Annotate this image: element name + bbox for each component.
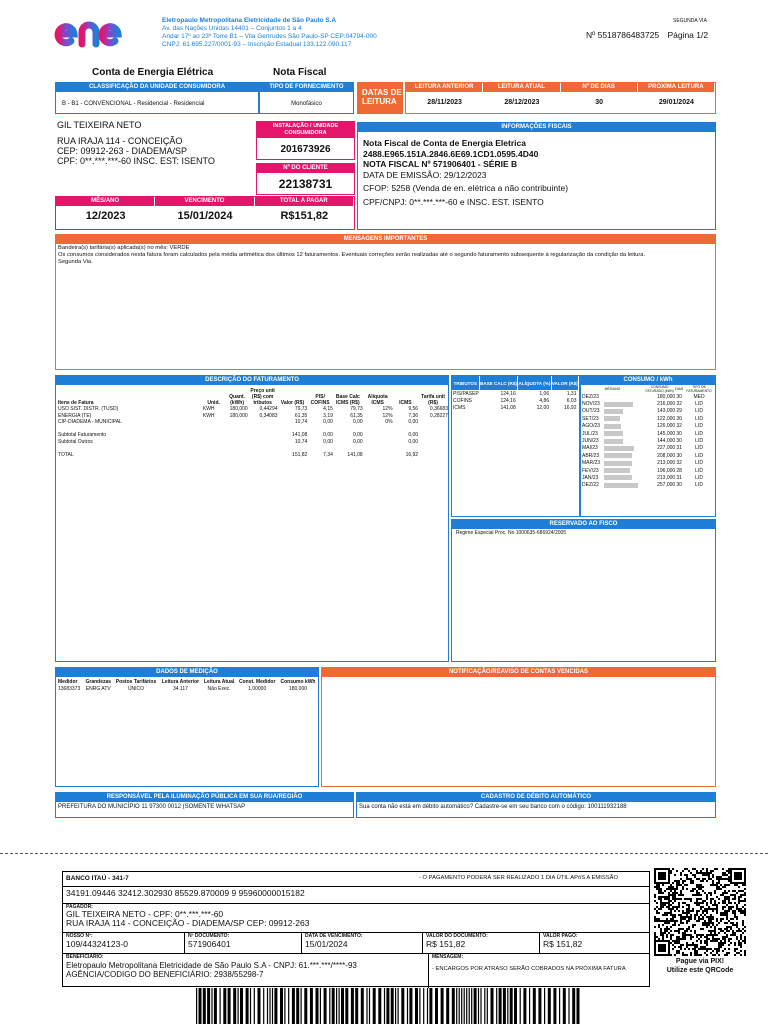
faturamento-cell: 0,00 — [408, 432, 419, 439]
consumo-tipo: LID — [695, 415, 703, 422]
medicao-col-4: Leitura Atual — [203, 679, 235, 685]
tributos-cell: 1,31 — [566, 390, 577, 397]
pagamento-value-2: R$151,82 — [280, 210, 329, 222]
consumo-bar-cell — [604, 400, 644, 407]
leitura-value-2: 30 — [595, 99, 604, 106]
faturamento-cell: 0,00 — [352, 432, 363, 439]
medicao-col-3: Leitura Anterior — [161, 679, 200, 685]
faturamento-cell: Subtotal Outros — [58, 438, 93, 445]
consumo-mes: SET/23 — [582, 415, 599, 422]
faturamento-header-row — [56, 388, 448, 406]
cliente-name: GIL TEIXEIRA NETO — [57, 120, 142, 130]
leitura-header-1: LEITURA ATUAL — [483, 83, 559, 92]
consumo-kwh: 122,000 — [657, 415, 676, 422]
boleto-bank: BANCO ITAÚ - 341-7 — [66, 875, 129, 882]
faturamento-cell: 0,00 — [323, 419, 333, 426]
consumo-dias: 28 — [676, 467, 682, 474]
tributos-cell: 141,08 — [500, 404, 516, 411]
medicao-col-2: Postos Tarifários — [115, 679, 157, 685]
consumo-kwh: 126,000 — [657, 423, 676, 430]
faturamento-cell: 141,08 — [347, 451, 363, 458]
vencimento-label: DATA DE VENCIMENTO: — [305, 933, 363, 939]
faturamento-cell: 9,56 — [408, 406, 419, 413]
notificacao-box — [321, 667, 716, 787]
medicao-cell: 13683373 — [58, 686, 81, 692]
consumo-tipo: MED — [693, 393, 705, 400]
title-nota: Nota Fiscal — [273, 67, 327, 78]
medicao-cell: 180,000 — [288, 686, 308, 692]
faturamento-cell — [201, 452, 227, 459]
leitura-value-0: 28/11/2023 — [427, 99, 462, 106]
debito-header: CADASTRO DE DÉBITO AUTOMÁTICO — [357, 793, 715, 802]
tributos-cell: 16,92 — [563, 404, 577, 411]
valor-documento-label: VALOR DO DOCUMENTO: — [426, 933, 488, 939]
faturamento-col-9: Tarifa unit (R$) — [421, 394, 445, 406]
vencimento-value: 15/01/2024 — [305, 939, 348, 949]
faturamento-cell: 0,00 — [408, 419, 419, 426]
consumo-mes: JAN/23 — [582, 474, 599, 481]
consumo-dias: 32 — [676, 423, 682, 430]
tributos-table — [452, 376, 579, 411]
faturamento-cell — [226, 452, 247, 459]
consumo-dias: 32 — [676, 460, 682, 467]
consumo-bar — [604, 468, 630, 473]
consumo-row — [581, 482, 715, 489]
beneficiario-line-2: AGÊNCIA/CODIGO DO BENEFICIÁRIO: 2938/55298-7 — [66, 970, 264, 979]
consumo-bar — [604, 461, 632, 466]
tributos-cell: 1,06 — [539, 390, 550, 397]
pagador-line-2: RUA IRAJA 114 - CONCEIÇÃO - DIADEMA/SP CEP: 09912-263 — [66, 918, 310, 928]
consumo-row — [581, 423, 715, 430]
tributos-cell: 124,16 — [500, 390, 516, 397]
faturamento-col-4: Valor (R$) — [280, 400, 305, 406]
faturamento-cell: 0,44294 — [259, 406, 278, 413]
consumo-bar-cell — [604, 437, 644, 444]
faturamento-cell: 7,36 — [408, 412, 419, 419]
consumo-kwh: 208,000 — [657, 452, 676, 459]
medicao-cell: 1,00000 — [248, 686, 267, 692]
iluminacao-box — [55, 792, 354, 818]
notificacao-header: NOTIFICAÇÃO/REAVISO DE CONTAS VENCIDAS — [322, 668, 715, 677]
cliente-address-1: RUA IRAJA 114 - CONCEIÇÃO — [57, 136, 183, 146]
faturamento-cell — [248, 452, 278, 459]
consumo-dias: 30 — [676, 438, 682, 445]
consumo-row — [581, 415, 715, 422]
classificacao-value: B - B1 - CONVENCIONAL - Residencial - Residencial — [62, 101, 205, 107]
cliente-numero-header: Nº DO CLIENTE — [257, 164, 354, 173]
medicao-col-5: Const. Medidor — [239, 679, 276, 685]
fiscal-line-4: DATA DE EMISSÃO: 29/12/2023 — [363, 169, 487, 180]
consumo-header: CONSUMO / kWh — [581, 376, 715, 385]
fiscal-line-1: Nota Fiscal de Conta de Energia Eletrica — [363, 138, 526, 148]
consumo-header-row — [581, 385, 715, 393]
faturamento-cell: 180,000 — [229, 406, 248, 413]
faturamento-col-3: Preço unit (R$) com tributos — [250, 388, 275, 406]
tributos-col-3: VALOR (R$) — [551, 376, 578, 390]
faturamento-cell: 0% — [385, 419, 393, 426]
faturamento-cell: ENERGIA (TE) — [58, 412, 92, 419]
faturamento-cell: 180,000 — [229, 412, 248, 419]
pagamento-header-0: MÊS/ANO — [56, 197, 154, 206]
consumo-dias: 30 — [676, 452, 682, 459]
mensagens-box — [55, 234, 716, 370]
medicao-col-6: Consumo kWh — [280, 679, 316, 685]
faturamento-row — [56, 452, 448, 459]
consumo-dias: 30 — [676, 482, 682, 489]
tributos-col-1: BASE CALC (R$) — [479, 376, 518, 390]
consumo-kwh: 180,000 — [657, 393, 676, 400]
faturamento-col-0: Itens de Fatura — [58, 400, 94, 406]
boleto-linha-digitavel[interactable]: 34191.09446 32412.302930 85529.870009 9 95960000015182 — [63, 887, 649, 904]
faturamento-col-5: PIS/ COFINS — [310, 394, 330, 406]
consumo-bar — [604, 416, 620, 421]
debito-box — [356, 792, 716, 818]
pagador-line-1: GIL TEIXEIRA NETO - CPF: 0**.***.***-60 — [66, 909, 224, 919]
beneficiario-line-1: Eletropaulo Metropolitana Eletricidade de São Paulo S.A - CNPJ: 61.***.***/****-93 — [66, 961, 357, 970]
faturamento-cell: 61,35 — [350, 412, 363, 419]
valor-pago: R$ 151,82 — [543, 939, 583, 949]
leitura-value-3: 29/01/2024 — [658, 99, 694, 106]
faturamento-cell: CIP-DIADEMA - MUNICIPAL — [58, 419, 122, 426]
consumo-bar — [604, 402, 633, 407]
documento-label: Nº DOCUMENTO: — [188, 933, 230, 939]
cliente-numero-value: 22138731 — [278, 177, 333, 191]
beneficiario-label: BENEFICIÁRIO: — [66, 954, 104, 960]
pix-line-1: Pague via PIX! — [675, 958, 725, 965]
pagamento-value-1: 15/01/2024 — [177, 210, 233, 222]
consumo-bar — [604, 409, 623, 414]
consumo-row — [581, 408, 715, 415]
faturamento-col-2: Quant. (kWh) — [229, 394, 245, 406]
consumo-table — [581, 385, 715, 489]
instalacao-value: 201673926 — [280, 144, 331, 155]
leitura-header-3: PRÓXIMA LEITURA — [638, 83, 714, 92]
consumo-mes: DEZ/23 — [582, 393, 599, 400]
boleto-box — [62, 871, 650, 987]
pagador-label: PAGADOR: — [66, 904, 93, 910]
faturamento-cell: 10,74 — [294, 419, 308, 426]
valor-pago-label: VALOR PAGO: — [543, 933, 578, 939]
faturamento-cell: KWH — [202, 406, 215, 413]
consumo-tipo: LID — [695, 460, 703, 467]
faturamento-col-1: Unid. — [207, 400, 220, 406]
consumo-tipo: LID — [695, 408, 703, 415]
faturamento-cell: 0,34083 — [259, 412, 278, 419]
instalacao-box — [256, 121, 355, 160]
leitura-value-1: 28/12/2023 — [504, 99, 540, 106]
pagamento-value-0: 12/2023 — [85, 210, 126, 222]
consumo-bar — [604, 431, 623, 436]
consumo-bar — [604, 439, 623, 444]
faturamento-cell: 7,34 — [323, 451, 333, 458]
faturamento-cell: USO SIST. DISTR. (TUSD) — [58, 406, 119, 413]
faturamento-cell: 12% — [382, 406, 393, 413]
instalacao-header: INSTALAÇÃO / UNIDADE CONSUMIDORA — [257, 122, 354, 138]
consumo-mes: OUT/23 — [582, 408, 600, 415]
datas-leitura-label: DATAS DE LEITURA — [357, 82, 403, 114]
company-address-1: Av. das Nações Unidas 14401 – Conjuntos 1 a 4 — [162, 25, 302, 32]
tributos-cell: PIS/PASEP — [453, 390, 479, 397]
mensagem-label: MENSAGEM: — [432, 954, 464, 960]
consumo-bar — [604, 483, 638, 488]
segunda-via-label: SEGUNDA VIA — [673, 18, 707, 24]
nosso-numero: 109/44324123-0 — [66, 939, 128, 949]
consumo-bar-cell — [604, 482, 644, 489]
consumo-mes: JUL/23 — [582, 430, 598, 437]
consumo-mes: FEV/23 — [582, 467, 599, 474]
faturamento-col-6: Base Calc ICMS (R$) — [335, 394, 360, 406]
tributos-col-2: ALÍQUOTA (%) — [518, 376, 551, 390]
tributos-cell: COFINS — [453, 397, 472, 404]
mensagens-header: MENSAGENS IMPORTANTES — [56, 235, 715, 244]
debito-text: Sua conta não está em débito automático? Cadastre-se em seu banco com o código: 100111932188 — [359, 804, 627, 810]
consumo-tipo: LID — [695, 452, 703, 459]
mensagem-line-3: Segunda Via. — [58, 259, 93, 265]
consumo-bar-cell — [604, 467, 644, 474]
consumo-dias: 30 — [676, 415, 682, 422]
consumo-bar — [604, 453, 632, 458]
faturamento-box — [55, 375, 449, 662]
faturamento-cell: 79,73 — [350, 406, 363, 413]
consumo-kwh: 213,000 — [657, 474, 676, 481]
informacoes-fiscais-header: INFORMAÇÕES FISCAIS — [358, 123, 715, 132]
consumo-row — [581, 400, 715, 407]
medicao-cell: 34.117 — [172, 686, 188, 692]
faturamento-cell: 0,36683 — [429, 406, 448, 413]
consumo-bar-cell — [604, 415, 644, 422]
enel-logo — [52, 14, 142, 52]
informacoes-fiscais-box — [357, 122, 716, 230]
consumo-tipo: LID — [695, 438, 703, 445]
company-cnpj: CNPJ: 61.695.227/0001-93 – Inscrição Estadual 133.122.090.117 — [162, 41, 352, 48]
faturamento-cell — [363, 452, 393, 459]
faturamento-header: DESCRIÇÃO DO FATURAMENTO — [56, 376, 448, 385]
consumo-row — [581, 430, 715, 437]
classificacao-box — [55, 82, 259, 114]
consumo-mes: MAR/23 — [582, 460, 601, 467]
consumo-dias: 30 — [676, 430, 682, 437]
pagamento-box — [55, 196, 355, 230]
consumo-kwh: 143,000 — [657, 408, 676, 415]
consumo-col-2: DIAS — [675, 387, 684, 391]
consumo-row — [581, 452, 715, 459]
consumo-bar-cell — [604, 408, 644, 415]
cliente-info — [57, 120, 215, 166]
consumo-mes: DEZ/22 — [582, 482, 599, 489]
tipo-fornecimento-value: Monofásico — [291, 101, 322, 107]
tributos-cell: ICMS — [453, 404, 466, 411]
consumo-tipo: LID — [695, 423, 703, 430]
mensagem-line-1: Bandeira(s) tarifária(s) aplicada(s) no mês: VERDE — [58, 245, 190, 251]
classificacao-header: CLASSIFICAÇÃO DA UNIDADE CONSUMIDORA — [56, 83, 258, 92]
consumo-row — [581, 445, 715, 452]
consumo-kwh: 213,000 — [657, 460, 676, 467]
cut-line — [0, 853, 768, 854]
medicao-row — [56, 685, 318, 693]
consumo-tipo: LID — [695, 474, 703, 481]
faturamento-cell: 0,00 — [352, 438, 363, 445]
faturamento-cell: 141,08 — [292, 432, 308, 439]
faturamento-cell: 0,28227 — [429, 412, 448, 419]
consumo-kwh: 145,000 — [657, 430, 676, 437]
consumo-bar-cell — [604, 474, 644, 481]
consumo-bar-cell — [604, 445, 644, 452]
consumo-box — [580, 375, 716, 517]
faturamento-col-7: Alíquota ICMS — [367, 394, 388, 406]
faturamento-cell: 3,19 — [323, 412, 333, 419]
consumo-bar-cell — [604, 423, 644, 430]
medicao-table — [56, 679, 318, 693]
medicao-cell: ENRG ATV — [85, 686, 111, 692]
consumo-bar-cell — [604, 460, 644, 467]
fisco-box — [451, 519, 716, 662]
consumo-mes: AGO/23 — [582, 423, 601, 430]
boleto-barcode — [196, 988, 580, 1024]
tributos-box — [451, 375, 580, 517]
tributos-cell: 6,03 — [566, 397, 577, 404]
consumo-row — [581, 467, 715, 474]
consumo-bar — [604, 446, 634, 451]
fisco-header: RESERVADO AO FISCO — [452, 520, 715, 529]
faturamento-cell: TOTAL — [58, 451, 74, 458]
consumo-kwh: 216,000 — [657, 401, 676, 408]
cliente-cpf: CPF: 0**.***.***-60 INSC. EST: ISENTO — [57, 156, 215, 166]
medicao-col-0: Medidor — [58, 679, 78, 685]
iluminacao-header: RESPONSÁVEL PELA ILUMINAÇÃO PÚBLICA EM SUA RUA/REGIÃO — [56, 793, 353, 802]
leitura-header-0: LEITURA ANTERIOR — [406, 83, 482, 92]
invoice-number-line — [586, 30, 708, 40]
invoice-number: Nº 5518786483725 — [586, 30, 660, 40]
faturamento-cell: KWH — [202, 412, 215, 419]
consumo-bar-cell — [604, 430, 644, 437]
consumo-kwh: 227,000 — [657, 445, 676, 452]
boleto-notice: - O PAGAMENTO PODERÁ SER REALIZADO 1 DIA ÚTIL APóS A EMISSÃO — [419, 875, 618, 881]
cliente-address-2: CEP: 09912-263 - DIADEMA/SP — [57, 146, 188, 156]
pix-qrcode[interactable] — [654, 868, 746, 956]
tipo-fornecimento-header: TIPO DE FORNECIMENTO — [260, 83, 353, 92]
tributos-row — [452, 390, 579, 397]
cliente-numero-box — [256, 163, 355, 195]
consumo-tipo: LID — [695, 467, 703, 474]
pix-line-2: Utilize este QRCode — [666, 967, 734, 974]
medicao-col-1: Grandezas — [85, 679, 112, 685]
faturamento-cell: 0,00 — [323, 438, 333, 445]
tributos-cell: 4,86 — [539, 397, 550, 404]
fiscal-line-3: NOTA FISCAL Nº 571906401 - SÉRIE B — [363, 159, 518, 169]
tipo-fornecimento-box — [259, 82, 354, 114]
consumo-col-0: MÊS/ANO — [604, 387, 621, 391]
consumo-tipo: LID — [695, 401, 703, 408]
consumo-row — [581, 460, 715, 467]
consumo-dias: 32 — [676, 401, 682, 408]
page-indicator: Página 1/2 — [667, 30, 709, 40]
company-name: Eletropaulo Metropolitana Eletricidade de São Paulo S.A — [162, 17, 337, 24]
consumo-dias: 31 — [676, 474, 682, 481]
iluminacao-text: PREFEITURA DO MUNICÍPIO 11 97300 0012 (SOMENTE WHATSAP — [58, 804, 246, 810]
consumo-bar — [604, 424, 621, 429]
consumo-col-1: CONSUMO FATURADO (kWh) — [645, 385, 674, 393]
consumo-row — [581, 437, 715, 444]
faturamento-cell: 0,00 — [352, 419, 363, 426]
consumo-mes: NOV/23 — [582, 401, 600, 408]
faturamento-cell — [418, 452, 448, 459]
consumo-tipo: LID — [695, 482, 703, 489]
medicao-cell: ÚNICO — [127, 686, 145, 692]
consumo-mes: ABR/23 — [582, 452, 600, 459]
consumo-mes: MAI/23 — [582, 445, 598, 452]
fisco-text: Regime Especial Proc. No 1000635-686924/2005 — [456, 530, 567, 536]
faturamento-cell: 151,82 — [292, 451, 308, 458]
leitura-table — [405, 82, 716, 114]
consumo-tipo: LID — [695, 445, 703, 452]
consumo-row — [581, 393, 715, 400]
tributos-cell: 12,00 — [536, 404, 550, 411]
consumo-bar-cell — [604, 393, 644, 400]
valor-documento: R$ 151,82 — [426, 939, 466, 949]
consumo-dias: 29 — [676, 408, 682, 415]
consumo-kwh: 196,000 — [657, 467, 676, 474]
mensagem-line-2: Os consumos considerados nesta fatura foram calculados pela média aritmética dos últimos 12 faturamentos. Eventuais correções serão realizadas até o segundo faturamento subsequente à regularização da condição da leitura. — [58, 252, 646, 258]
tributos-cell: 124,16 — [500, 397, 516, 404]
tributos-row — [452, 404, 579, 411]
company-info — [162, 17, 377, 49]
consumo-dias: 30 — [676, 393, 682, 400]
faturamento-cell: 61,35 — [294, 412, 308, 419]
consumo-kwh: 144,000 — [657, 438, 676, 445]
faturamento-cell: 79,73 — [294, 406, 308, 413]
medicao-box — [55, 667, 319, 787]
tributos-header-row — [452, 376, 579, 390]
faturamento-col-8: ICMS — [399, 400, 412, 406]
mensagem-text: - ENCARGOS POR ATRASO SERÃO COBRADOS NA PRÓXIMA FATURA — [432, 966, 626, 972]
faturamento-cell: 16,92 — [405, 451, 419, 458]
fiscal-line-5: CFOP: 5258 (Venda de en. elétrica a não contribuinte) — [363, 183, 569, 193]
tributos-col-0: TRIBUTOS — [452, 376, 479, 390]
consumo-mes: JUN/23 — [582, 438, 599, 445]
faturamento-table — [56, 388, 448, 458]
tributos-row — [452, 397, 579, 404]
leitura-header-2: Nº DE DIAS — [561, 83, 637, 92]
faturamento-cell: 0,00 — [408, 438, 419, 445]
documento-numero: 571906401 — [188, 939, 231, 949]
faturamento-cell: Subtotal Faturamento — [58, 432, 107, 439]
pix-caption — [652, 957, 748, 975]
faturamento-cell: 12% — [382, 412, 393, 419]
consumo-tipo: LID — [695, 430, 703, 437]
consumo-row — [581, 474, 715, 481]
fiscal-line-2: 2488.E965.151A.2846.6E69.1CD1.0595.4D40 — [363, 148, 539, 159]
consumo-kwh: 257,000 — [657, 482, 676, 489]
nosso-numero-label: NOSSO Nº: — [66, 933, 93, 939]
pagamento-header-2: TOTAL A PAGAR — [255, 197, 353, 206]
faturamento-cell: 4,15 — [323, 406, 333, 413]
consumo-dias: 31 — [676, 445, 682, 452]
medicao-cell: Não Exec. — [207, 686, 231, 692]
faturamento-cell: 10,74 — [294, 438, 308, 445]
title-conta: Conta de Energia Elétrica — [92, 67, 214, 78]
consumo-col-3: TIPO DE FATURAMENTO — [686, 385, 712, 393]
medicao-header: DADOS DE MEDIÇÃO — [56, 668, 318, 677]
fiscal-line-6: CPF/CNPJ: 0**.***.***-60 e INSC. EST. ISENTO — [363, 196, 544, 207]
pagamento-header-1: VENCIMENTO — [155, 197, 253, 206]
company-address-2: Andar 17º ao 23º Torre B1 – Vila Gertrudes São Paulo-SP CEP:04794-000 — [162, 33, 377, 40]
consumo-bar — [604, 475, 632, 480]
consumo-bar-cell — [604, 452, 644, 459]
faturamento-cell: 0,00 — [323, 432, 333, 439]
